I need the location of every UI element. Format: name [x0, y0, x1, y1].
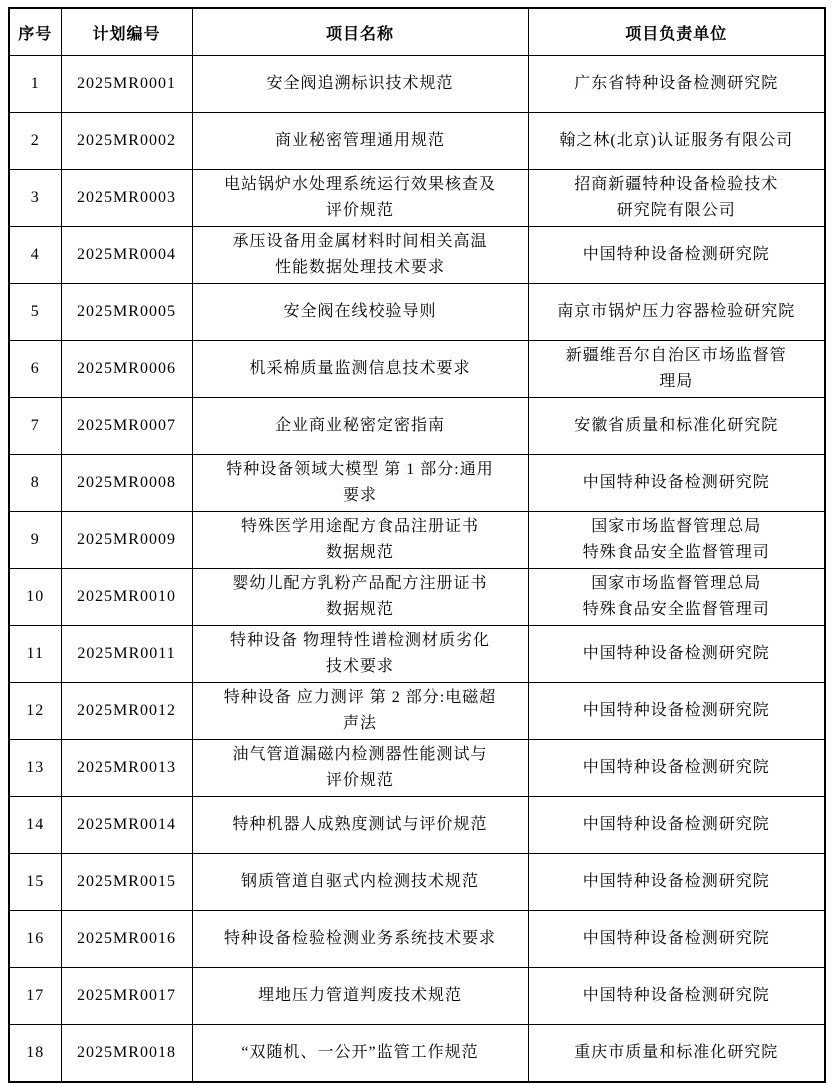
- cell-serial-number: 15: [9, 854, 61, 911]
- cell-plan-number: 2025MR0006: [61, 341, 192, 398]
- table-row: [9, 113, 825, 170]
- cell-project-name: [192, 911, 528, 968]
- cell-project-name: [192, 512, 528, 569]
- cell-serial-number: 13: [9, 740, 61, 797]
- cell-responsible-unit: [528, 341, 825, 398]
- cell-plan-number: 2025MR0017: [61, 968, 192, 1025]
- cell-text-line: 特种设备 物理特性谱检测材质劣化: [229, 632, 490, 649]
- cell-text-line: 国家市场监督管理总局: [591, 575, 762, 592]
- table-row: [9, 1025, 825, 1083]
- table-row: [9, 569, 825, 626]
- cell-responsible-unit: [528, 854, 825, 911]
- cell-responsible-unit: [528, 113, 825, 170]
- table-row: [9, 227, 825, 284]
- cell-responsible-unit: [528, 398, 825, 455]
- cell-text-line: 要求: [342, 487, 377, 504]
- cell-serial-number: 2: [9, 113, 61, 170]
- cell-text-line: 特种设备检验检测业务系统技术要求: [223, 930, 496, 947]
- cell-serial-number: 12: [9, 683, 61, 740]
- cell-plan-number: 2025MR0011: [61, 626, 192, 683]
- cell-serial-number: 10: [9, 569, 61, 626]
- cell-responsible-unit: [528, 683, 825, 740]
- cell-project-name: [192, 1025, 528, 1083]
- table-row: [9, 284, 825, 341]
- cell-text-line: 中国特种设备检测研究院: [582, 987, 770, 1004]
- table-row: [9, 512, 825, 569]
- standards-plan-table: [8, 7, 826, 1083]
- cell-project-name: [192, 341, 528, 398]
- cell-plan-number: 2025MR0009: [61, 512, 192, 569]
- cell-text-line: 评价规范: [325, 772, 394, 789]
- cell-text-line: 中国特种设备检测研究院: [582, 816, 770, 833]
- cell-project-name: [192, 170, 528, 227]
- cell-responsible-unit: [528, 284, 825, 341]
- cell-plan-number: 2025MR0005: [61, 284, 192, 341]
- cell-text-line: 特殊医学用途配方食品注册证书: [240, 518, 479, 535]
- cell-project-name: [192, 797, 528, 854]
- cell-responsible-unit: [528, 170, 825, 227]
- cell-responsible-unit: [528, 740, 825, 797]
- cell-text-line: 油气管道漏磁内检测器性能测试与: [232, 746, 488, 763]
- cell-project-name: [192, 968, 528, 1025]
- table-row: [9, 398, 825, 455]
- cell-serial-number: 6: [9, 341, 61, 398]
- cell-plan-number: 2025MR0002: [61, 113, 192, 170]
- cell-responsible-unit: [528, 569, 825, 626]
- cell-text-line: 理局: [659, 373, 694, 390]
- cell-text-line: 机采棉质量监测信息技术要求: [249, 360, 471, 377]
- cell-text-line: 研究院有限公司: [616, 202, 736, 219]
- cell-responsible-unit: [528, 1025, 825, 1083]
- cell-plan-number: 2025MR0016: [61, 911, 192, 968]
- table-body: [9, 56, 825, 1083]
- cell-text-line: 新疆维吾尔自治区市场监督管: [565, 347, 787, 364]
- table-row: [9, 911, 825, 968]
- cell-project-name: [192, 569, 528, 626]
- cell-serial-number: 17: [9, 968, 61, 1025]
- cell-text-line: 国家市场监督管理总局: [591, 518, 762, 535]
- cell-plan-number: 2025MR0015: [61, 854, 192, 911]
- table-row: [9, 341, 825, 398]
- cell-plan-number: 2025MR0018: [61, 1025, 192, 1083]
- cell-text-line: 中国特种设备检测研究院: [582, 930, 770, 947]
- cell-serial-number: 11: [9, 626, 61, 683]
- cell-text-line: 埋地压力管道判废技术规范: [257, 987, 462, 1004]
- cell-project-name: [192, 56, 528, 113]
- table-row: [9, 740, 825, 797]
- cell-serial-number: 8: [9, 455, 61, 512]
- table-row: [9, 797, 825, 854]
- cell-serial-number: 18: [9, 1025, 61, 1083]
- cell-project-name: [192, 740, 528, 797]
- cell-text-line: 中国特种设备检测研究院: [582, 702, 770, 719]
- cell-responsible-unit: [528, 968, 825, 1025]
- cell-serial-number: 5: [9, 284, 61, 341]
- cell-plan-number: 2025MR0004: [61, 227, 192, 284]
- header-responsible-unit: 项目负责单位: [528, 8, 825, 56]
- cell-text-line: 钢质管道自驱式内检测技术规范: [240, 873, 479, 890]
- cell-text-line: “双随机、一公开”监管工作规范: [241, 1044, 479, 1061]
- cell-text-line: 重庆市质量和标准化研究院: [574, 1044, 779, 1061]
- cell-project-name: [192, 227, 528, 284]
- cell-text-line: 广东省特种设备检测研究院: [574, 75, 779, 92]
- cell-project-name: [192, 854, 528, 911]
- cell-responsible-unit: [528, 797, 825, 854]
- cell-text-line: 特殊食品安全监督管理司: [582, 601, 770, 618]
- cell-serial-number: 4: [9, 227, 61, 284]
- table-header-row: [9, 8, 825, 56]
- cell-text-line: 婴幼儿配方乳粉产品配方注册证书: [232, 575, 488, 592]
- header-project-name: 项目名称: [192, 8, 528, 56]
- cell-text-line: 翰之林(北京)认证服务有限公司: [559, 132, 794, 149]
- table-row: [9, 968, 825, 1025]
- cell-text-line: 安全阀在线校验导则: [283, 303, 437, 320]
- cell-plan-number: 2025MR0008: [61, 455, 192, 512]
- table-row: [9, 854, 825, 911]
- cell-text-line: 数据规范: [325, 544, 394, 561]
- cell-plan-number: 2025MR0007: [61, 398, 192, 455]
- cell-text-line: 商业秘密管理通用规范: [274, 132, 445, 149]
- cell-text-line: 评价规范: [325, 202, 394, 219]
- table-row: [9, 455, 825, 512]
- cell-plan-number: 2025MR0010: [61, 569, 192, 626]
- cell-responsible-unit: [528, 455, 825, 512]
- cell-text-line: 中国特种设备检测研究院: [582, 759, 770, 776]
- cell-text-line: 特种设备 应力测评 第 2 部分:电磁超: [223, 689, 497, 706]
- cell-project-name: [192, 398, 528, 455]
- cell-text-line: 企业商业秘密定密指南: [274, 417, 445, 434]
- cell-text-line: 特种设备领域大模型 第 1 部分:通用: [226, 461, 494, 478]
- cell-project-name: [192, 626, 528, 683]
- cell-text-line: 承压设备用金属材料时间相关高温: [232, 233, 488, 250]
- cell-serial-number: 9: [9, 512, 61, 569]
- cell-responsible-unit: [528, 512, 825, 569]
- cell-text-line: 特种机器人成熟度测试与评价规范: [232, 816, 488, 833]
- table-row: [9, 56, 825, 113]
- cell-serial-number: 7: [9, 398, 61, 455]
- cell-text-line: 性能数据处理技术要求: [274, 259, 445, 276]
- cell-text-line: 中国特种设备检测研究院: [582, 246, 770, 263]
- table-row: [9, 626, 825, 683]
- cell-responsible-unit: [528, 911, 825, 968]
- table-row: [9, 170, 825, 227]
- cell-plan-number: 2025MR0001: [61, 56, 192, 113]
- cell-serial-number: 3: [9, 170, 61, 227]
- cell-text-line: 中国特种设备检测研究院: [582, 873, 770, 890]
- cell-responsible-unit: [528, 56, 825, 113]
- cell-text-line: 中国特种设备检测研究院: [582, 645, 770, 662]
- header-serial-number: 序号: [9, 8, 61, 56]
- cell-project-name: [192, 113, 528, 170]
- cell-serial-number: 16: [9, 911, 61, 968]
- cell-project-name: [192, 284, 528, 341]
- cell-plan-number: 2025MR0003: [61, 170, 192, 227]
- cell-serial-number: 14: [9, 797, 61, 854]
- cell-plan-number: 2025MR0013: [61, 740, 192, 797]
- cell-text-line: 安全阀追溯标识技术规范: [266, 75, 454, 92]
- cell-text-line: 南京市锅炉压力容器检验研究院: [557, 303, 796, 320]
- cell-plan-number: 2025MR0012: [61, 683, 192, 740]
- cell-text-line: 安徽省质量和标准化研究院: [574, 417, 779, 434]
- cell-responsible-unit: [528, 626, 825, 683]
- table-row: [9, 683, 825, 740]
- cell-text-line: 数据规范: [325, 601, 394, 618]
- cell-project-name: [192, 455, 528, 512]
- cell-text-line: 特殊食品安全监督管理司: [582, 544, 770, 561]
- cell-text-line: 声法: [342, 715, 377, 732]
- cell-plan-number: 2025MR0014: [61, 797, 192, 854]
- cell-serial-number: 1: [9, 56, 61, 113]
- cell-text-line: 中国特种设备检测研究院: [582, 474, 770, 491]
- header-plan-number: 计划编号: [61, 8, 192, 56]
- cell-responsible-unit: [528, 227, 825, 284]
- cell-text-line: 电站锅炉水处理系统运行效果核查及: [223, 176, 496, 193]
- cell-text-line: 招商新疆特种设备检验技术: [574, 176, 779, 193]
- cell-project-name: [192, 683, 528, 740]
- cell-text-line: 技术要求: [325, 658, 394, 675]
